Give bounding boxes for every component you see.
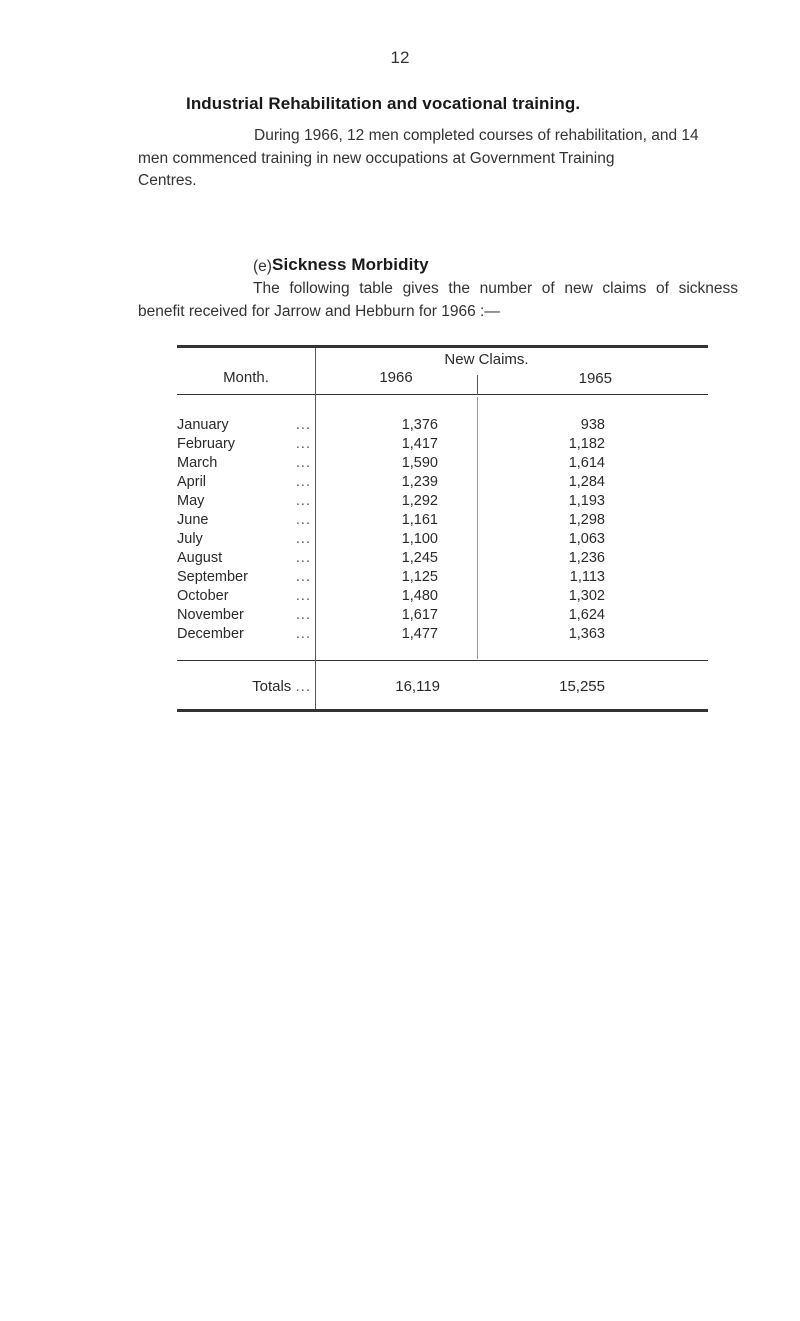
month-label: March	[177, 455, 218, 471]
month-label: January	[177, 417, 229, 433]
month-cell	[177, 626, 315, 642]
month-cell	[177, 417, 315, 433]
claims-1966-cell: 1,125	[401, 569, 438, 585]
month-cell	[177, 531, 315, 547]
claims-1966-cell: 1,480	[401, 588, 438, 604]
month-cell	[177, 588, 315, 604]
paragraph-line: During 1966, 12 men completed courses of rehabilitation, and 14	[254, 127, 699, 144]
leader-dots: ...	[295, 550, 311, 566]
leader-dots: ...	[295, 531, 311, 547]
page-number: 12	[390, 48, 410, 67]
month-label: April	[177, 474, 207, 490]
claims-1965-cell: 1,624	[568, 607, 605, 623]
claims-1966-cell: 1,590	[401, 455, 438, 471]
leader-dots: ...	[295, 455, 311, 471]
table-totals-rule	[177, 660, 708, 661]
month-cell	[177, 474, 315, 490]
table-row	[177, 436, 708, 453]
leader-dots: ...	[295, 607, 311, 623]
leader-dots: ...	[295, 493, 311, 509]
claims-1966-cell: 1,161	[401, 512, 438, 528]
month-label: July	[177, 531, 203, 547]
paragraph-line: men commenced training in new occupations at Government Training	[138, 149, 615, 167]
column-header-month: Month.	[223, 369, 269, 386]
totals-1966-cell: 16,119	[395, 678, 440, 695]
claims-1966-cell: 1,239	[401, 474, 438, 490]
claims-1965-cell: 1,063	[568, 531, 605, 547]
claims-1966-cell: 1,100	[401, 531, 438, 547]
claims-1966-cell: 1,376	[401, 417, 438, 433]
leader-dots: ...	[295, 569, 311, 585]
claims-1965-cell: 1,614	[568, 455, 605, 471]
month-cell	[177, 550, 315, 566]
leader-dots: ...	[295, 626, 311, 642]
column-header-1965: 1965	[578, 370, 612, 387]
month-cell	[177, 455, 315, 471]
claims-1966-cell: 1,617	[401, 607, 438, 623]
claims-1966-cell: 1,477	[401, 626, 438, 642]
claims-1965-cell: 1,284	[568, 474, 605, 490]
paragraph-line: benefit received for Jarrow and Hebburn for 1966 :—	[138, 302, 500, 320]
table-row	[177, 474, 708, 491]
table-row	[177, 588, 708, 605]
month-label: November	[177, 607, 244, 623]
column-group-label: New Claims.	[444, 351, 529, 368]
paragraph-line: Centres.	[138, 172, 197, 189]
rehabilitation-paragraph	[138, 125, 738, 193]
leader-dots: ...	[295, 436, 311, 452]
table-row	[177, 455, 708, 472]
leader-dots: ...	[295, 588, 311, 604]
claims-1965-cell: 1,302	[568, 588, 605, 604]
column-group-header-new-claims	[315, 351, 708, 368]
table-header-rule	[177, 394, 708, 395]
month-cell	[177, 436, 315, 452]
month-cell	[177, 607, 315, 623]
month-label: June	[177, 512, 209, 528]
month-label: October	[177, 588, 229, 604]
claims-1965-cell: 1,182	[568, 436, 605, 452]
totals-label-cell	[177, 678, 311, 695]
claims-1965-cell: 1,113	[569, 569, 605, 585]
leader-dots: ...	[295, 417, 311, 433]
table-row	[177, 531, 708, 548]
month-label: August	[177, 550, 223, 566]
leader-dots: ...	[295, 474, 311, 490]
section-prefix: (e)	[253, 258, 272, 275]
table-row	[177, 607, 708, 624]
month-label: May	[177, 493, 205, 509]
section-heading-rehabilitation: Industrial Rehabilitation and vocational training.	[186, 94, 581, 113]
table-row	[177, 569, 708, 586]
claims-1965-cell: 938	[580, 417, 605, 433]
claims-1966-cell: 1,417	[401, 436, 438, 452]
claims-1965-cell: 1,193	[568, 493, 605, 509]
table-top-rule	[177, 345, 708, 348]
table-row	[177, 512, 708, 529]
table-row	[177, 417, 708, 434]
totals-1965-cell: 15,255	[559, 678, 605, 695]
leader-dots: ...	[295, 512, 311, 528]
leader-dots: ...	[295, 678, 311, 695]
month-cell	[177, 493, 315, 509]
month-cell	[177, 512, 315, 528]
month-label: December	[177, 626, 244, 642]
table-bottom-rule	[177, 709, 708, 712]
claims-1966-cell: 1,292	[401, 493, 438, 509]
table-row	[177, 626, 708, 643]
claims-1965-cell: 1,236	[568, 550, 605, 566]
paragraph-line: The following table gives the number of new claims of sickness	[253, 280, 738, 297]
claims-1965-cell: 1,363	[568, 626, 605, 642]
column-header-1966: 1966	[379, 369, 413, 386]
totals-label: Totals	[252, 678, 292, 695]
month-label: September	[177, 569, 248, 585]
month-cell	[177, 569, 315, 585]
claims-1965-cell: 1,298	[568, 512, 605, 528]
month-label: February	[177, 436, 236, 452]
table-row	[177, 493, 708, 510]
sickness-paragraph	[138, 278, 738, 323]
section-heading-sickness-morbidity: Sickness Morbidity	[272, 255, 429, 274]
table-row	[177, 550, 708, 567]
claims-1966-cell: 1,245	[401, 550, 438, 566]
